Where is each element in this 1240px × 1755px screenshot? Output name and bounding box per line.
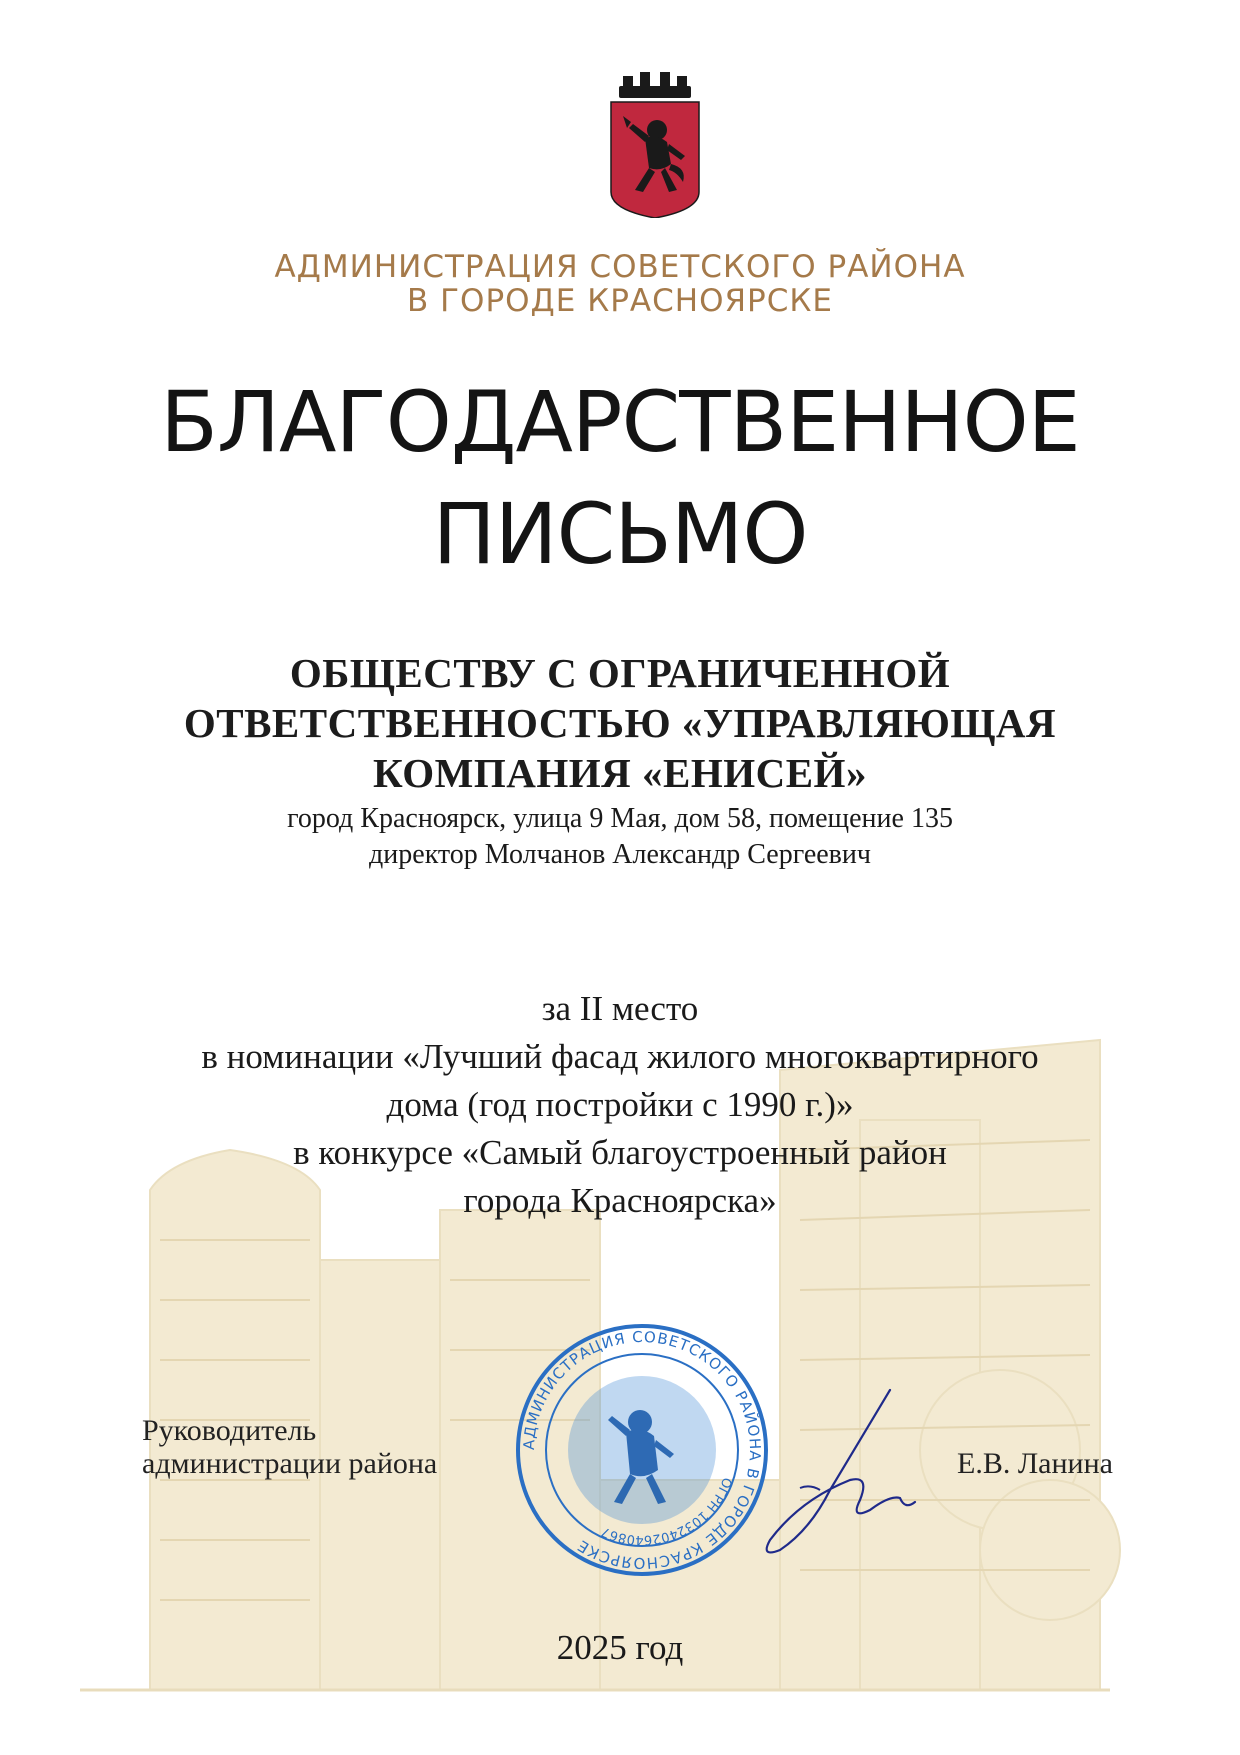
- issuer-line-2: В ГОРОДЕ КРАСНОЯРСКЕ: [407, 283, 833, 319]
- signatory-position-line-1: Руководитель: [142, 1414, 317, 1447]
- signatory-position-line-2: администрации района: [142, 1447, 438, 1480]
- recipient-address: город Красноярск, улица 9 Мая, дом 58, помещение 135: [287, 803, 953, 834]
- document-title-line-2: ПИСЬМО: [432, 485, 808, 583]
- recipient-director: директор Молчанов Александр Сергеевич: [369, 839, 871, 870]
- recipient-line-1: ОБЩЕСТВУ С ОГРАНИЧЕННОЙ: [289, 650, 951, 696]
- award-line-2: в номинации «Лучший фасад жилого многоквартирного: [201, 1037, 1039, 1076]
- recipient-line-3: КОМПАНИЯ «ЕНИСЕЙ»: [373, 750, 867, 796]
- award-line-1: за II место: [541, 989, 699, 1028]
- issuer-line-1: АДМИНИСТРАЦИЯ СОВЕТСКОГО РАЙОНА: [274, 249, 966, 285]
- recipient-line-2: ОТВЕТСТВЕННОСТЬЮ «УПРАВЛЯЮЩАЯ: [183, 700, 1057, 746]
- document-year: 2025 год: [556, 1628, 684, 1667]
- award-line-5: города Красноярска»: [463, 1181, 777, 1220]
- stamp-outer-text: АДМИНИСТРАЦИЯ СОВЕТСКОГО РАЙОНА В ГОРОДЕ КРАСНОЯРСКЕ: [519, 1327, 765, 1573]
- stamp-inner-text: ОГРН 1032402640867: [599, 1475, 735, 1548]
- award-line-4: в конкурсе «Самый благоустроенный район: [293, 1133, 947, 1172]
- official-stamp: [512, 1320, 772, 1580]
- award-line-3: дома (год постройки с 1990 г.)»: [386, 1085, 854, 1124]
- handwritten-signature: [740, 1380, 930, 1560]
- krasnoyarsk-coat-of-arms-icon: [605, 72, 705, 218]
- signatory-name: Е.В. Ланина: [957, 1447, 1113, 1480]
- document-title-line-1: БЛАГОДАРСТВЕННОЕ: [160, 373, 1080, 471]
